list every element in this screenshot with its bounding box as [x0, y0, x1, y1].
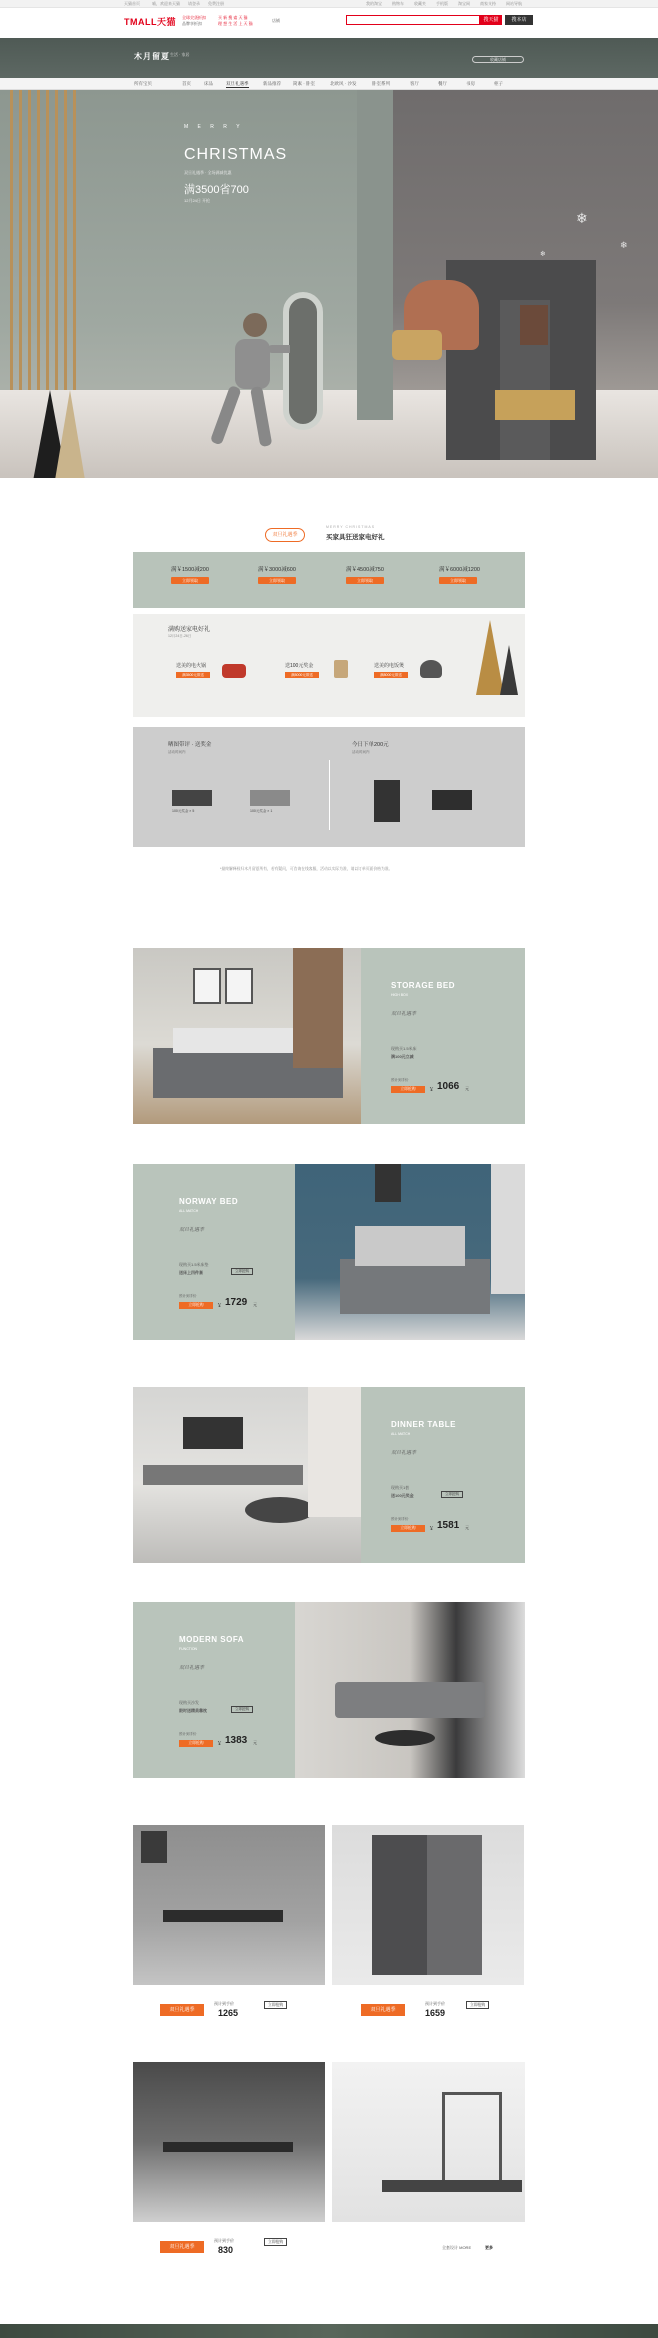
- product-price: 1383: [225, 1735, 248, 1746]
- product-block-dinner-table[interactable]: [133, 1387, 525, 1563]
- brand-logo[interactable]: 木月留夏: [134, 52, 170, 61]
- store-nav: [0, 78, 658, 90]
- dark-tree: [500, 645, 518, 695]
- tmall-logo[interactable]: TMALL天猫: [124, 17, 176, 27]
- buy-now-button[interactable]: 立即抢购: [391, 1525, 425, 1532]
- product-tag[interactable]: 立即抢购: [231, 1706, 253, 1713]
- curtain: [308, 1387, 361, 1517]
- panel-title-left: 晒图带评 · 送奖金: [168, 742, 212, 748]
- grid-photo-dining-2[interactable]: [133, 2062, 325, 2222]
- nav-item-study[interactable]: 书房: [466, 81, 475, 86]
- coupon-claim-button[interactable]: 立即领取: [171, 577, 209, 584]
- hero-banner[interactable]: [0, 90, 658, 478]
- section-subtitle: MERRY CHRISTMAS: [326, 525, 376, 529]
- gift-item-text: 送100元奖金: [285, 663, 314, 669]
- hero-line1: 双旦礼遇季 · 全场满减优惠: [184, 170, 232, 175]
- tv-cabinet: [143, 1465, 303, 1485]
- hotpot-image: [222, 664, 246, 678]
- nav-item-all[interactable]: 所有宝贝: [134, 81, 152, 86]
- nav-item-living[interactable]: 客厅: [410, 81, 419, 86]
- promo-tag: 双旦礼遇季: [265, 528, 305, 542]
- product-tag[interactable]: 立即抢购: [231, 1268, 253, 1275]
- hero-offer: 满3500省700: [184, 184, 249, 196]
- section-title: 买家具狂送家电好礼: [326, 534, 385, 541]
- product-en-sub: HIGH BOX: [391, 993, 409, 997]
- panel-sub-left: 活动时间内: [168, 750, 186, 754]
- coupon-claim-button[interactable]: 立即领取: [439, 577, 477, 584]
- price-currency: ￥: [429, 1526, 435, 1532]
- price-currency: ￥: [217, 1303, 223, 1309]
- product-cn-sub: 双旦礼遇季: [179, 1665, 205, 1671]
- topbar-link-home[interactable]: 天猫首页: [124, 1, 140, 6]
- toaster-image: [334, 660, 348, 678]
- panel-divider: [329, 760, 330, 830]
- grid-price-label: 预计到手价: [214, 2001, 234, 2006]
- gift-title: 满购送家电好礼: [168, 627, 211, 633]
- gift-subtitle: 12月24日-26日: [168, 634, 192, 638]
- grid-price-label: 预计到手价: [425, 2001, 445, 2006]
- brand-banner: [0, 38, 658, 78]
- bed-headboard: [355, 1226, 465, 1266]
- price-unit: 元: [253, 1302, 257, 1307]
- promo-button[interactable]: 双旦礼遇季: [361, 2004, 405, 2016]
- panel-item[interactable]: [432, 790, 472, 813]
- price-unit: 元: [465, 1086, 469, 1091]
- nav-item-home[interactable]: 首页: [182, 81, 191, 86]
- hero-title: CHRISTMAS: [184, 146, 288, 163]
- grid-price: 1265: [218, 2008, 239, 2018]
- panel-item[interactable]: [250, 790, 290, 814]
- panel-note: 100元奖金 × 1: [250, 809, 273, 813]
- bookshelf: [442, 2092, 502, 2192]
- grid-price-label: 预计到手价: [214, 2238, 234, 2243]
- product-photo[interactable]: [295, 1164, 525, 1340]
- product-price: 1066: [437, 1081, 460, 1092]
- product-block-norway-bed[interactable]: [133, 1164, 525, 1340]
- gold-table: [495, 390, 575, 420]
- coupon-card[interactable]: [258, 565, 318, 595]
- product-thumb: [250, 790, 290, 806]
- coupon-text: 满￥3000减600: [258, 567, 296, 573]
- wardrobe-door: [427, 1835, 482, 1975]
- grid-photo-dining[interactable]: [133, 1825, 325, 1985]
- product-desc-top: 现购买1.5米床: [391, 1046, 417, 1051]
- hanging-clothes: [520, 305, 548, 345]
- price-label: 预计到手价: [179, 1294, 197, 1298]
- panel-title-right: 今日下单200元: [352, 742, 389, 748]
- product-info: [133, 1164, 295, 1340]
- buy-now-button[interactable]: 立即抢购: [391, 1086, 425, 1093]
- sofa: [335, 1682, 485, 1718]
- favorite-store-button[interactable]: 收藏店铺: [472, 56, 524, 63]
- product-block-modern-sofa[interactable]: [133, 1602, 525, 1778]
- nav-item-cabinet[interactable]: 柜子: [494, 81, 503, 86]
- product-desc-top: 现购买沙发: [179, 1700, 199, 1705]
- product-info: [133, 1602, 295, 1778]
- product-desc: 送床上四件套: [179, 1270, 203, 1275]
- product-price: 1729: [225, 1297, 248, 1308]
- tv: [183, 1417, 243, 1449]
- promo1-bottom: 品牌享折扣: [182, 21, 202, 26]
- product-en-sub: ALL MATCH: [391, 1432, 411, 1436]
- product-price: 1581: [437, 1520, 460, 1531]
- gift-item-text: 送美的电饭煲: [374, 663, 405, 669]
- topbar-welcome: 喵，欢迎来天猫: [152, 1, 180, 6]
- product-info: [361, 1387, 525, 1563]
- grid-photo-tv-cabinet[interactable]: [332, 2062, 525, 2222]
- price-unit: 元: [465, 1525, 469, 1530]
- dining-table: [163, 2142, 293, 2152]
- grid-price: 1659: [425, 2008, 446, 2018]
- nav-item-dining[interactable]: 餐厅: [438, 81, 447, 86]
- topbar-seller[interactable]: 商家支持: [480, 1, 496, 6]
- nav-item-bedding[interactable]: 床品: [204, 81, 213, 86]
- grid-footer-text: 全套设计 MORE: [442, 2245, 472, 2250]
- search-store-button[interactable]: 搜本店: [505, 15, 533, 25]
- topbar-login[interactable]: 请登录: [188, 1, 200, 6]
- product-en-sub: ALL MATCH: [179, 1209, 199, 1213]
- product-cn-sub: 双旦礼遇季: [179, 1227, 205, 1233]
- grid-buy-tag[interactable]: 立即抢购: [264, 2001, 287, 2009]
- rice-cooker-image: [420, 660, 442, 678]
- bottom-bar: [0, 2324, 658, 2338]
- product-cn-sub: 双旦礼遇季: [391, 1011, 417, 1017]
- gift-item[interactable]: [176, 662, 210, 678]
- search-input[interactable]: [346, 15, 480, 25]
- product-en-title: DINNER TABLE: [391, 1420, 456, 1429]
- footnote: *最终解释权归木月留夏所有，若有疑问，可咨询在线客服，活动以实际为准，请以订单页面价格为准。: [220, 867, 393, 871]
- promo1-top: 全球尖货折扣: [182, 15, 206, 20]
- topbar-favorites[interactable]: 收藏夹: [414, 1, 426, 6]
- promo-button[interactable]: 双旦礼遇季: [160, 2004, 204, 2016]
- nav-item-promo[interactable]: 双旦礼遇季: [226, 81, 249, 86]
- brand-tagline: 生活 · 家居: [170, 52, 190, 57]
- coupon-text: 满￥6000减1200: [439, 567, 480, 573]
- product-photo[interactable]: [133, 1387, 361, 1563]
- product-desc: 限时送精美靠枕: [179, 1708, 207, 1713]
- coupon-card[interactable]: [439, 565, 499, 595]
- price-unit: 元: [253, 1740, 257, 1745]
- wall-art: [375, 1164, 401, 1202]
- gift-item[interactable]: [285, 662, 319, 678]
- grid-buy-tag[interactable]: 立即抢购: [466, 2001, 489, 2009]
- topbar-taobao[interactable]: 淘宝网: [458, 1, 470, 6]
- product-desc-top: 现购买1套: [391, 1485, 410, 1490]
- snowflake-icon: ❄: [576, 210, 588, 226]
- product-en-title: MODERN SOFA: [179, 1635, 245, 1644]
- buy-now-button[interactable]: 立即抢购: [179, 1740, 213, 1747]
- coffee-table: [375, 1730, 435, 1746]
- coffee-table: [245, 1497, 315, 1523]
- gift-item[interactable]: [374, 662, 408, 678]
- coupon-card[interactable]: [171, 565, 231, 595]
- promo-button[interactable]: 双旦礼遇季: [160, 2241, 204, 2253]
- product-photo[interactable]: [133, 948, 361, 1124]
- window: [491, 1164, 525, 1294]
- armchair: [392, 330, 442, 360]
- price-label: 预计到手价: [179, 1732, 197, 1736]
- gift-item-button[interactable]: 满8000元即送: [374, 672, 408, 678]
- price-label: 预计到手价: [391, 1078, 409, 1082]
- nav-item-new[interactable]: 新品推荐: [263, 81, 281, 86]
- grid-buy-tag[interactable]: 立即抢购: [264, 2238, 287, 2246]
- price-currency: ￥: [217, 1741, 223, 1747]
- product-desc: 送100元奖金: [391, 1493, 414, 1498]
- coupon-text: 满￥4500减750: [346, 567, 384, 573]
- panel-sub-right: 活动时间内: [352, 750, 370, 754]
- product-thumb: [172, 790, 212, 806]
- price-label: 预计到手价: [391, 1517, 409, 1521]
- coupon-claim-button[interactable]: 立即领取: [346, 577, 384, 584]
- topbar-my-taobao[interactable]: 我的淘宝: [366, 1, 382, 6]
- gift-item-button[interactable]: 满5000元即送: [285, 672, 319, 678]
- coupon-card[interactable]: [346, 565, 406, 595]
- product-desc-top: 现购买1.5米床垫: [179, 1262, 209, 1267]
- grid-photo-wardrobe[interactable]: [332, 1825, 524, 1985]
- christmas-tree-gold: [50, 390, 90, 478]
- site-header: [0, 8, 658, 38]
- panel-item[interactable]: [374, 780, 404, 825]
- snowflake-icon: ❄: [540, 251, 546, 258]
- more-link[interactable]: 更多: [485, 2245, 493, 2250]
- nav-item-bedroom-series[interactable]: 卧室系列: [372, 81, 390, 86]
- wall-art: [141, 1831, 167, 1863]
- price-currency: ￥: [429, 1087, 435, 1093]
- topbar-cart[interactable]: 购物车: [392, 1, 404, 6]
- coupon-claim-button[interactable]: 立即领取: [258, 577, 296, 584]
- product-en-title: STORAGE BED: [391, 981, 456, 990]
- topbar-register[interactable]: 免费注册: [208, 1, 224, 6]
- hero-eyebrow: M E R R Y: [184, 124, 244, 130]
- dining-table: [163, 1910, 283, 1922]
- nav-item-sofa[interactable]: 北欧风 · 沙发: [330, 81, 357, 86]
- tv-cabinet: [382, 2180, 522, 2192]
- wall-edge: [357, 90, 393, 420]
- panel-note: 100元奖金 × 5: [172, 809, 195, 813]
- store-label: 店铺: [272, 18, 280, 23]
- site-topbar: [0, 0, 658, 8]
- nav-item-bedroom[interactable]: 简素 · 卧室: [293, 81, 315, 86]
- wall-art: [193, 968, 221, 1004]
- product-thumb: [432, 790, 472, 810]
- astronaut-figure: [180, 305, 290, 478]
- curtain: [293, 948, 343, 1068]
- product-info: [361, 948, 525, 1124]
- hero-line2: 12月24日 开抢: [184, 198, 211, 203]
- wood-slats: [10, 90, 80, 390]
- topbar-sitemap[interactable]: 网站导航: [506, 1, 522, 6]
- gift-item-text: 送美的电火锅: [176, 663, 207, 669]
- product-en-title: NORWAY BED: [179, 1197, 239, 1206]
- promo2-top: 买 新 搜 索 天 猫: [218, 15, 248, 20]
- search-tmall-button[interactable]: 搜天猫: [480, 15, 502, 25]
- product-en-sub: FUNCTION: [179, 1647, 198, 1651]
- product-thumb: [374, 780, 400, 822]
- promo2-bottom: 理 想 生 活 上 天 猫: [218, 21, 253, 26]
- product-photo[interactable]: [295, 1602, 525, 1778]
- buy-now-button[interactable]: 立即抢购: [179, 1302, 213, 1309]
- snowflake-icon: ❄: [620, 240, 628, 250]
- grid-price: 830: [218, 2245, 234, 2255]
- product-cn-sub: 双旦礼遇季: [391, 1450, 417, 1456]
- wall-art: [225, 968, 253, 1004]
- panel-item[interactable]: [172, 790, 212, 814]
- gift-item-button[interactable]: 满3500元即送: [176, 672, 210, 678]
- topbar-mobile[interactable]: 手机版: [436, 1, 448, 6]
- coupon-text: 满￥1500减200: [171, 567, 209, 573]
- coupon-strip: [133, 552, 525, 608]
- product-tag[interactable]: 立即抢购: [441, 1491, 463, 1498]
- product-desc: 满100元立减: [391, 1054, 414, 1059]
- bed-frame: [340, 1259, 490, 1314]
- product-block-storage-bed[interactable]: [133, 948, 525, 1124]
